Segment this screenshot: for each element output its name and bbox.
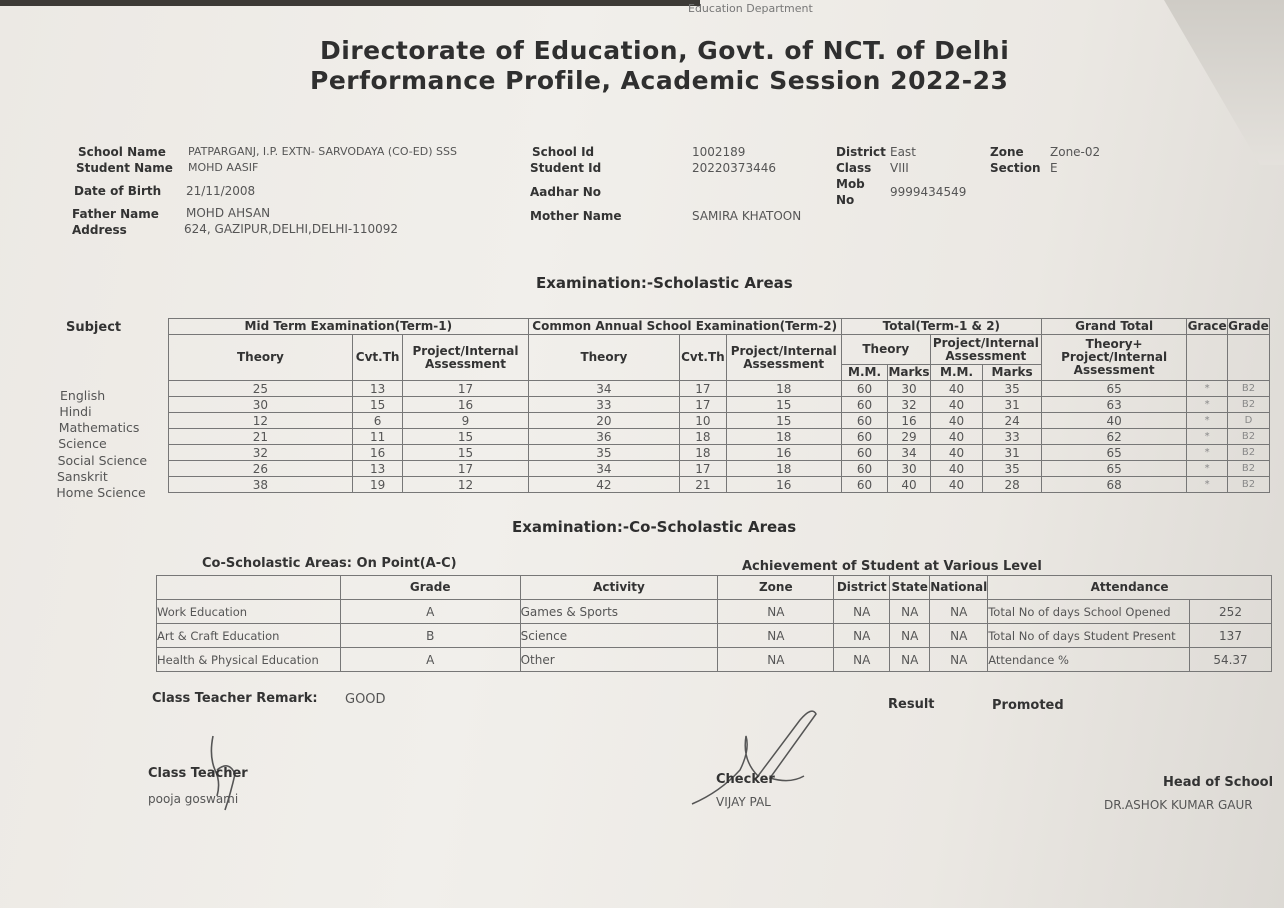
score-cell-c2: 18 [680,429,726,445]
co-cell-district: NA [834,624,890,648]
father-name-label: Father Name [72,207,159,221]
co-cell-att_value: 137 [1190,624,1272,648]
score-cell-tmm: 60 [841,461,887,477]
score-cell-pmm: 40 [930,445,983,461]
co-cell-att_label: Total No of days School Opened [988,600,1190,624]
score-cell-grade: B2 [1227,397,1269,413]
photo-edge-shadow [0,0,700,6]
co-scholastic-heading: Examination:-Co-Scholastic Areas [512,518,797,536]
activity-header: Activity [520,576,718,600]
score-cell-t2: 35 [528,445,680,461]
score-cell-grace: * [1187,461,1228,477]
score-cell-t2: 34 [528,381,680,397]
theory-marks-header: Marks [888,365,930,379]
score-cell-grade: B2 [1227,381,1269,397]
achievement-heading: Achievement of Student at Various Level [742,559,1042,574]
school-name-value: PATPARGANJ, I.P. EXTN- SARVODAYA (CO-ED) SSS [188,145,457,158]
co-cell-area: Art & Craft Education [157,624,341,648]
subject-name: Sanskrit [57,469,108,484]
score-cell-pmm: 40 [930,477,983,493]
project-marks-header: Marks [983,365,1042,381]
score-cell-grace: * [1187,477,1228,493]
grade-sub-header [1227,335,1269,381]
score-cell-c1: 13 [352,381,403,397]
score-cell-tmm: 60 [841,477,887,493]
school-name-label: School Name [78,145,166,159]
score-cell-pmk: 28 [983,477,1042,493]
scholastic-row [169,381,1270,397]
teacher-remark-value: GOOD [345,692,386,707]
score-cell-tmm: 60 [841,381,887,397]
term2-theory-header: Theory [528,335,680,381]
score-cell-t2: 34 [528,461,680,477]
score-cell-p1: 12 [403,477,528,493]
subject-name: Social Science [57,453,148,468]
score-cell-c2: 17 [680,397,726,413]
class-value: VIII [890,161,909,175]
co-cell-activity: Science [520,624,718,648]
scholastic-row [169,413,1270,429]
score-cell-c2: 18 [680,445,726,461]
co-cell-activity: Other [520,648,718,672]
score-cell-pmk: 33 [983,429,1042,445]
subject-name: Mathematics [58,420,140,435]
co-scholastic-table [156,575,1272,672]
co-cell-national: NA [930,600,988,624]
national-header: National [930,576,988,600]
score-cell-gt: 65 [1041,461,1186,477]
score-cell-p2: 16 [726,477,841,493]
co-scholastic-row [157,624,1272,648]
score-cell-gt: 65 [1041,445,1186,461]
page-title-line1: Directorate of Education, Govt. of NCT. of Delhi [320,36,1010,65]
co-scholastic-row [157,648,1272,672]
score-cell-tmk: 40 [888,477,931,493]
mob-label-line2: No [836,193,855,207]
score-cell-t1: 38 [169,477,353,493]
score-cell-grace: * [1187,381,1228,397]
grace-sub-header [1187,335,1228,381]
score-cell-t1: 32 [169,445,353,461]
score-cell-p1: 16 [403,397,528,413]
checker-name: VIJAY PAL [716,795,771,809]
area-header [157,576,341,600]
score-cell-grace: * [1187,413,1228,429]
term1-project-header: Project/Internal Assessment [403,335,528,381]
address-label: Address [72,223,127,237]
co-cell-district: NA [834,600,890,624]
mother-name-label: Mother Name [530,209,622,223]
father-name-value: MOHD AHSAN [186,206,271,220]
score-cell-c1: 19 [352,477,403,493]
score-cell-c1: 16 [352,445,403,461]
zone-label: Zone [990,145,1024,159]
score-cell-grade: D [1227,413,1269,429]
score-cell-pmm: 40 [930,429,983,445]
checker-signature-scribble [680,700,830,810]
term1-header: Mid Term Examination(Term-1) [169,319,529,335]
score-cell-pmm: 40 [930,397,983,413]
grade-header: Grade [1228,319,1269,333]
co-cell-att_label: Attendance % [988,648,1190,672]
co-cell-state: NA [890,648,930,672]
co-cell-att_value: 252 [1190,600,1272,624]
score-cell-tmm: 60 [841,445,887,461]
student-id-label: Student Id [530,161,602,175]
section-value: E [1050,161,1058,175]
score-cell-p2: 18 [726,429,841,445]
score-cell-tmk: 34 [888,445,931,461]
score-cell-c1: 13 [352,461,403,477]
score-cell-c1: 6 [352,413,403,429]
score-cell-pmk: 31 [983,445,1042,461]
score-cell-c2: 17 [680,381,726,397]
score-cell-tmk: 30 [888,381,931,397]
subject-column-label: Subject [66,320,122,335]
mob-label-line1: Mob [836,177,865,191]
head-of-school-name: DR.ASHOK KUMAR GAUR [1104,798,1253,812]
score-cell-gt: 63 [1041,397,1186,413]
score-cell-grace: * [1187,445,1228,461]
co-cell-zone: NA [718,648,834,672]
score-cell-tmm: 60 [841,413,887,429]
district-header: District [834,576,890,600]
score-cell-c2: 10 [680,413,726,429]
score-cell-pmk: 35 [983,381,1042,397]
total-header: Total(Term-1 & 2) [841,319,1041,335]
score-cell-p1: 17 [403,381,528,397]
total-theory-header: Theory [841,335,930,365]
score-cell-t2: 36 [528,429,680,445]
scholastic-row [169,477,1270,493]
co-cell-att_value: 54.37 [1190,648,1272,672]
score-cell-grade: B2 [1227,429,1269,445]
subject-name: Science [58,436,107,451]
score-cell-grade: B2 [1227,477,1269,493]
score-cell-t1: 25 [169,381,353,397]
co-cell-zone: NA [718,624,834,648]
co-cell-state: NA [890,624,930,648]
class-label: Class [836,161,872,175]
co-cell-national: NA [930,624,988,648]
score-cell-grace: * [1187,429,1228,445]
theory-mm-header: M.M. [841,365,887,381]
class-teacher-label: Class Teacher [148,766,248,781]
scholastic-row [169,429,1270,445]
score-cell-t1: 12 [169,413,353,429]
score-cell-p2: 18 [726,381,841,397]
scholastic-row [169,461,1270,477]
score-cell-p2: 15 [726,397,841,413]
school-id-label: School Id [532,145,595,159]
term1-cvt-header: Cvt.Th [352,335,403,381]
state-header: State [890,576,930,600]
co-cell-zone: NA [718,600,834,624]
term2-project-header: Project/Internal Assessment [726,335,841,381]
dob-label: Date of Birth [74,184,162,198]
term2-header: Common Annual School Examination(Term-2) [528,319,841,335]
score-cell-grade: B2 [1227,461,1269,477]
score-cell-c2: 17 [680,461,726,477]
score-cell-c1: 11 [352,429,403,445]
page-title-line2: Performance Profile, Academic Session 2022-23 [310,66,1009,95]
score-cell-gt: 65 [1041,381,1186,397]
co-cell-area: Health & Physical Education [157,648,341,672]
score-cell-tmm: 60 [841,397,887,413]
score-cell-p1: 9 [403,413,528,429]
result-value: Promoted [992,698,1064,713]
photo-edge-fold [1164,0,1284,165]
result-label: Result [888,697,935,712]
aadhar-label: Aadhar No [530,185,601,199]
score-cell-grace: * [1187,397,1228,413]
score-cell-grade: B2 [1227,445,1269,461]
co-cell-activity: Games & Sports [520,600,718,624]
score-cell-gt: 62 [1041,429,1186,445]
co-cell-grade: A [340,648,520,672]
student-name-value: MOHD AASIF [188,161,259,174]
score-cell-p1: 15 [403,429,528,445]
score-cell-pmm: 40 [930,461,983,477]
score-cell-t1: 26 [169,461,353,477]
mobile-value: 9999434549 [890,185,967,199]
section-label: Section [990,161,1041,175]
head-of-school-label: Head of School [1163,775,1274,790]
grand-total-header: Grand Total [1041,319,1186,335]
scholastic-row [169,445,1270,461]
score-cell-tmk: 16 [888,413,931,429]
subject-name: Hindi [59,404,92,419]
district-label: District [836,145,886,159]
score-cell-tmm: 60 [841,429,887,445]
dob-value: 21/11/2008 [186,184,256,198]
score-cell-pmk: 24 [983,413,1042,429]
score-cell-t1: 21 [169,429,353,445]
total-project-header: Project/Internal Assessment [930,335,1041,365]
co-cell-grade: A [340,600,520,624]
score-cell-p2: 15 [726,413,841,429]
score-cell-t1: 30 [169,397,353,413]
subject-name: Home Science [56,485,146,500]
score-cell-t2: 42 [528,477,680,493]
score-cell-p1: 17 [403,461,528,477]
co-cell-area: Work Education [157,600,341,624]
grand-total-sub-header: Theory+ Project/Internal Assessment [1041,335,1186,381]
score-cell-gt: 40 [1041,413,1186,429]
student-name-label: Student Name [76,161,173,175]
class-teacher-name: pooja goswami [148,792,239,806]
school-id-value: 1002189 [692,145,746,159]
student-id-value: 20220373446 [692,161,776,175]
score-cell-pmk: 35 [983,461,1042,477]
score-cell-tmk: 29 [888,429,931,445]
scholastic-heading: Examination:-Scholastic Areas [536,274,793,292]
score-cell-pmk: 31 [983,397,1042,413]
score-cell-p2: 18 [726,461,841,477]
score-cell-tmk: 32 [888,397,931,413]
co-scholastic-left-heading: Co-Scholastic Areas: On Point(A-C) [202,556,457,571]
score-cell-pmm: 40 [930,381,983,397]
co-cell-national: NA [930,648,988,672]
address-value: 624, GAZIPUR,DELHI,DELHI-110092 [184,222,399,236]
score-cell-gt: 68 [1041,477,1186,493]
score-cell-tmk: 30 [888,461,931,477]
district-value: East [890,145,916,159]
score-cell-t2: 20 [528,413,680,429]
term1-theory-header: Theory [169,335,353,381]
co-cell-state: NA [890,600,930,624]
scholastic-row [169,397,1270,413]
co-cell-att_label: Total No of days Student Present [988,624,1190,648]
checker-label: Checker [716,772,775,787]
score-cell-t2: 33 [528,397,680,413]
department-label: Education Department [688,2,813,15]
attendance-header: Attendance [988,576,1272,600]
mother-name-value: SAMIRA KHATOON [692,209,802,223]
co-cell-grade: B [340,624,520,648]
teacher-remark-label: Class Teacher Remark: [152,691,318,706]
co-grade-header: Grade [340,576,520,600]
scholastic-table [168,318,1270,493]
co-scholastic-row [157,600,1272,624]
term2-cvt-header: Cvt.Th [680,335,726,381]
score-cell-c2: 21 [680,477,726,493]
subject-name: English [60,388,106,403]
co-cell-district: NA [834,648,890,672]
score-cell-c1: 15 [352,397,403,413]
score-cell-pmm: 40 [930,413,983,429]
score-cell-p2: 16 [726,445,841,461]
grace-header: Grace [1187,319,1227,333]
zone-header: Zone [718,576,834,600]
zone-value: Zone-02 [1050,145,1101,159]
score-cell-p1: 15 [403,445,528,461]
project-mm-header: M.M. [930,365,983,381]
